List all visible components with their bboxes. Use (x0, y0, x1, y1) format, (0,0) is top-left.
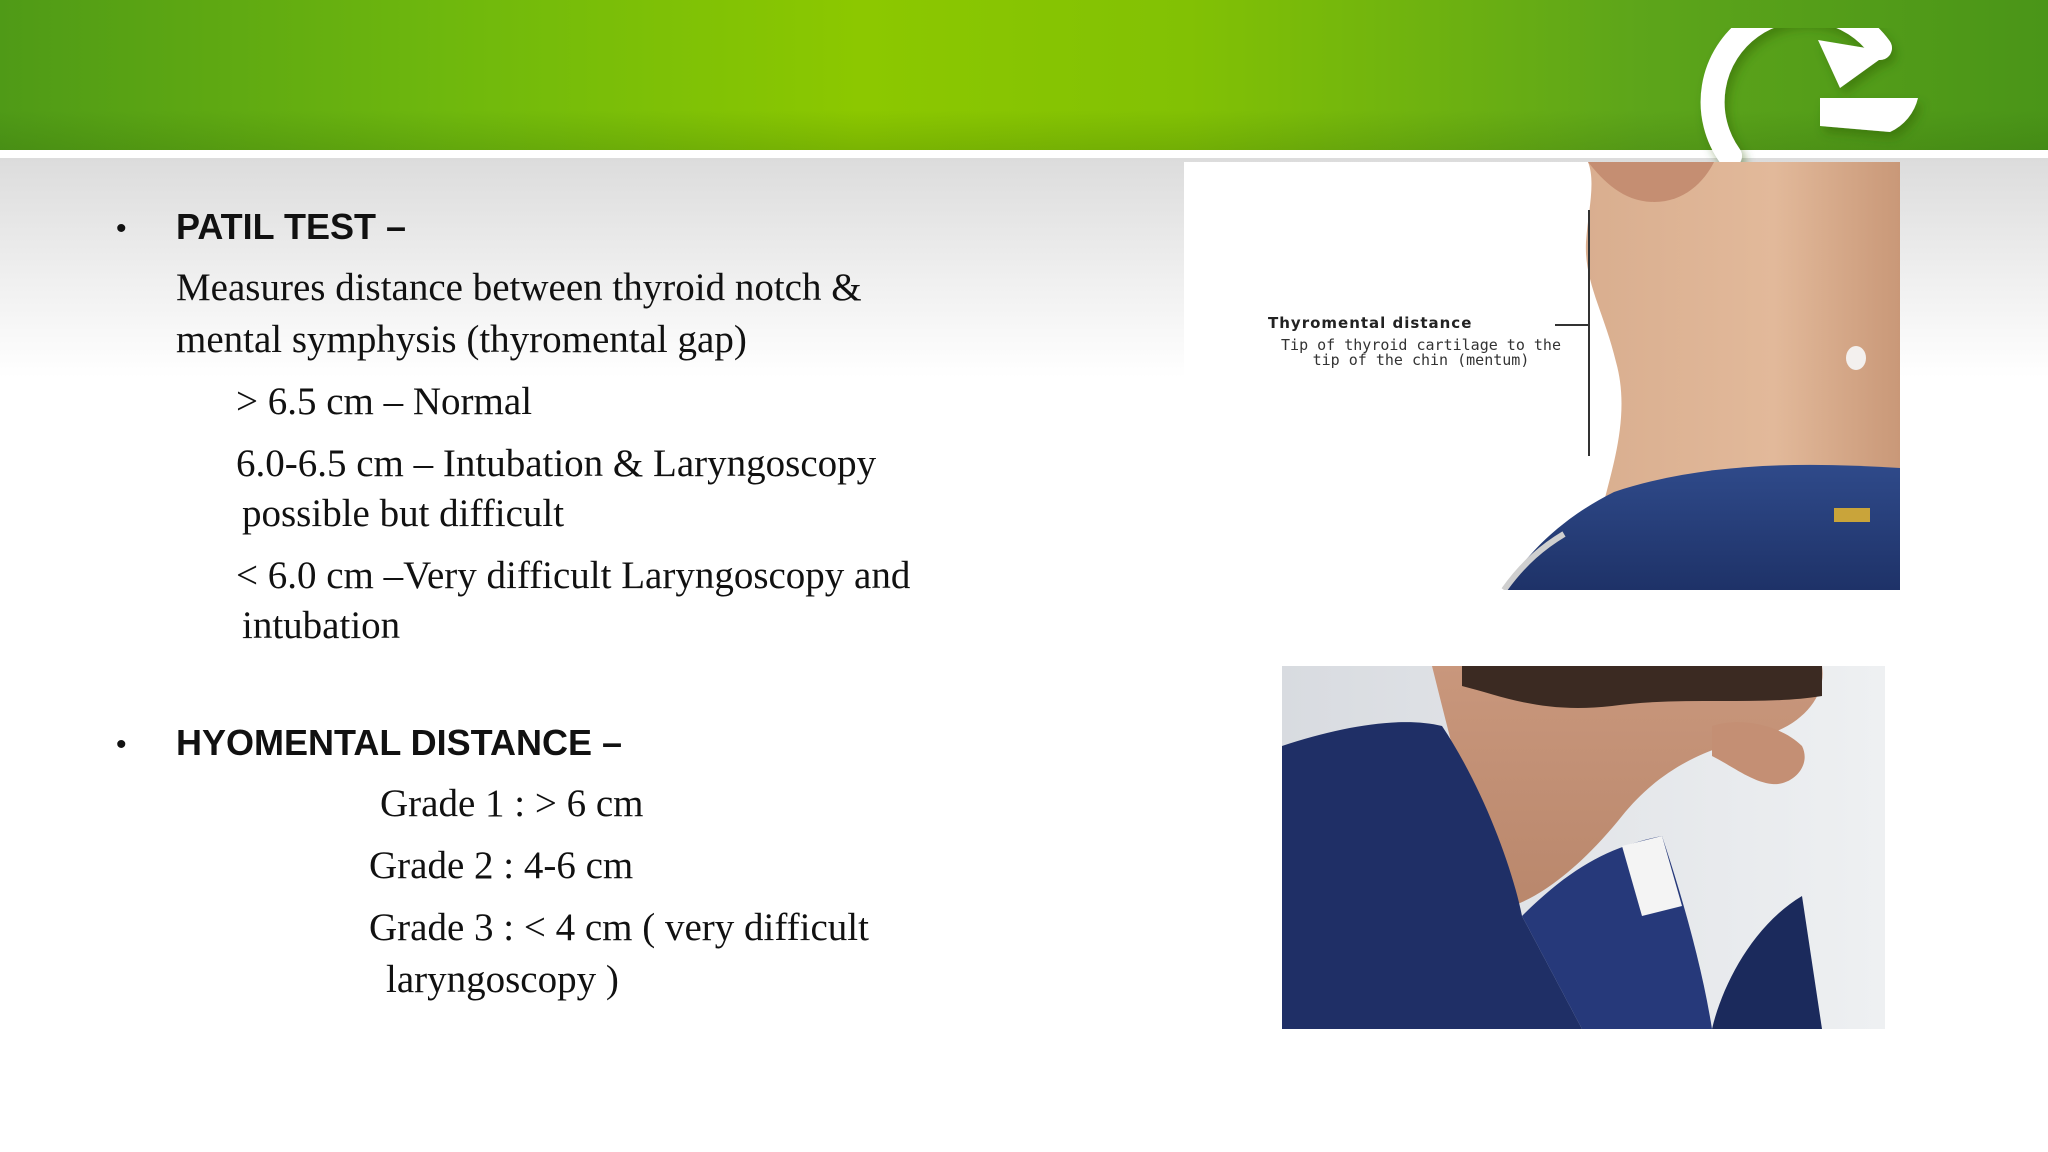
patil-very-difficult-1: < 6.0 cm –Very difficult Laryngoscopy and (236, 554, 911, 597)
hyomental-grade-3-2: laryngoscopy ) (386, 958, 619, 1001)
thyromental-distance-photo (1184, 162, 1900, 590)
hyomental-grade-3-1: Grade 3 : < 4 cm ( very difficult (369, 906, 869, 949)
patil-very-difficult-2: intubation (242, 604, 401, 647)
patil-line-1: Measures distance between thyroid notch & (176, 266, 862, 309)
patil-line-2: mental symphysis (thyromental gap) (176, 318, 747, 361)
annotation-measure-line (1588, 210, 1590, 456)
hyomental-grade-2: Grade 2 : 4-6 cm (369, 844, 634, 887)
patil-difficult-2: possible but difficult (242, 492, 565, 535)
circular-arrow-logo-icon (1670, 28, 1960, 163)
heading-patil-test: PATIL TEST – (176, 206, 407, 247)
patil-difficult-1: 6.0-6.5 cm – Intubation & Laryngoscopy (236, 442, 877, 485)
hyomental-grade-1: Grade 1 : > 6 cm (380, 782, 644, 825)
bullet-hyomental: • (116, 728, 127, 761)
patil-normal: > 6.5 cm – Normal (236, 380, 533, 423)
thyromental-label-title: Thyromental distance (1268, 314, 1473, 332)
hyomental-distance-photo (1282, 666, 1885, 1029)
heading-hyomental-distance: HYOMENTAL DISTANCE – (176, 722, 623, 763)
neck-profile-illustration (1184, 162, 1900, 590)
neck-hand-illustration (1282, 666, 1885, 1029)
thyromental-label-subtitle: Tip of thyroid cartilage to the tip of the chin (mentum) (1281, 336, 1561, 369)
annotation-leader-line (1555, 324, 1589, 326)
bullet-patil: • (116, 212, 127, 245)
